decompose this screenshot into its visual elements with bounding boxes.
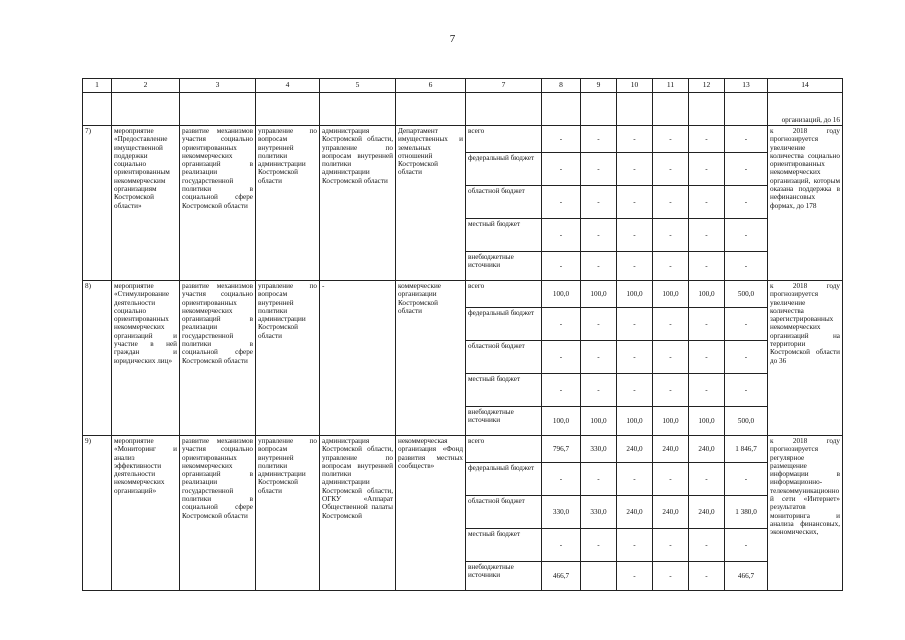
funding-value: - [653,252,689,281]
header-cell: 10 [617,79,653,93]
funding-value: - [617,529,653,562]
funding-source: внебюджетные источники [466,252,542,281]
responsible-executor: управление по вопросам внутренней политики администрации Костромской области [256,126,320,281]
participants: Департамент имущественных и земельных отношений Костромской области [396,126,466,281]
funding-value: - [581,219,617,252]
funding-value: - [653,186,689,219]
participants: некоммерческая организация «Фонд развития местных сообществ» [396,436,466,591]
funding-value: - [617,153,653,186]
funding-value: - [581,126,617,153]
funding-value: - [617,341,653,374]
funding-value: - [617,374,653,407]
responsible-executor: управление по вопросам внутренней политики администрации Костромской области [256,281,320,436]
funding-value: - [689,126,725,153]
funding-value: 240,0 [653,496,689,529]
program-table [82,78,843,591]
header-cell: 9 [581,79,617,93]
funding-value: - [725,341,768,374]
funding-source: всего [466,436,542,463]
expected-result: к 2018 году прогнозируется регулярное размещение информации в информационно-телекоммуникационной сети «Интернет» результатов мониторинга и анализа финансовых, экономических, [768,436,843,591]
funding-value: 500,0 [725,281,768,308]
funding-value: 1 846,7 [725,436,768,463]
event-goal: развитие механизмов участия социально ориентированных некоммерческих организаций в реализации государственной политики в социальной сфере Костромской области [180,281,256,436]
event-name: мероприятие «Предоставление имущественной поддержки социально ориентированным некоммерческим организациям Костромской области» [112,126,180,281]
funding-value: - [653,219,689,252]
funding-source: внебюджетные источники [466,562,542,591]
funding-value: - [617,562,653,591]
event-goal: развитие механизмов участия социально ориентированных некоммерческих организаций в реализации государственной политики в социальной сфере Костромской области [180,126,256,281]
responsible-executor: управление по вопросам внутренней политики администрации Костромской области [256,436,320,591]
header-cell: 4 [256,79,320,93]
funding-value: 330,0 [581,436,617,463]
funding-value: 100,0 [689,407,725,436]
row-number: 7) [83,126,112,281]
funding-value: - [689,562,725,591]
funding-value: - [725,529,768,562]
participants: коммерческие организации Костромской области [396,281,466,436]
funding-value: - [725,219,768,252]
event-goal: развитие механизмов участия социально ориентированных некоммерческих организаций в реализации государственной политики в социальной сфере Костромской области [180,436,256,591]
funding-value: - [689,186,725,219]
funding-value: - [725,153,768,186]
expected-result: к 2018 году прогнозируется увеличение количества зарегистрированных некоммерческих организаций на территории Костромской области до 36 [768,281,843,436]
funding-value: 330,0 [581,496,617,529]
funding-value: - [581,341,617,374]
funding-value: - [542,308,581,341]
funding-value: - [689,341,725,374]
funding-value: - [581,153,617,186]
funding-source: всего [466,126,542,153]
funding-source: всего [466,281,542,308]
funding-value: - [542,374,581,407]
event-name: мероприятие «Мониторинг и анализ эффективности деятельности некоммерческих организаций» [112,436,180,591]
funding-value: - [542,341,581,374]
funding-source: внебюджетные источники [466,407,542,436]
funding-value: - [542,153,581,186]
funding-value: 240,0 [617,496,653,529]
funding-value: - [653,153,689,186]
funding-value: - [725,374,768,407]
event-name: мероприятие «Стимулирование деятельности социально ориентированных некоммерческих организаций и участие в ней граждан и юридических лиц» [112,281,180,436]
funding-value: 100,0 [689,281,725,308]
funding-source: областной бюджет [466,496,542,529]
funding-source: федеральный бюджет [466,463,542,496]
funding-value: 100,0 [581,407,617,436]
funding-value: - [617,186,653,219]
funding-value: - [617,219,653,252]
table-row [83,126,843,153]
funding-value: 100,0 [653,281,689,308]
expected-result: к 2018 году прогнозируется увеличение количества социально ориентированных некоммерческих организаций, которым оказана поддержка в нефинансовых формах, до 178 [768,126,843,281]
funding-value: 100,0 [542,281,581,308]
header-cell: 14 [768,79,843,93]
funding-value: - [689,308,725,341]
funding-value: - [653,463,689,496]
co-executor: администрация Костромской области, управление по вопросам внутренней политики администрации Костромской области, ОГКУ «Аппарат Общественной палаты Костромской [320,436,396,591]
funding-value: - [542,252,581,281]
funding-value: - [581,463,617,496]
funding-value: 240,0 [689,436,725,463]
continuation-text: организаций, до 16 [768,93,843,126]
co-executor: администрация Костромской области, управление по вопросам внутренней политики администрации Костромской области [320,126,396,281]
funding-value: - [542,463,581,496]
funding-value: - [617,252,653,281]
header-cell: 3 [180,79,256,93]
funding-value: - [689,529,725,562]
table-row [83,281,843,308]
header-cell: 8 [542,79,581,93]
funding-value: - [725,126,768,153]
funding-value: 500,0 [725,407,768,436]
funding-value [581,562,617,591]
funding-source: местный бюджет [466,529,542,562]
funding-value: 1 380,0 [725,496,768,529]
funding-value: - [617,463,653,496]
funding-value: - [689,153,725,186]
funding-value: - [542,529,581,562]
funding-value: 100,0 [542,407,581,436]
header-cell: 2 [112,79,180,93]
funding-value: 100,0 [653,407,689,436]
funding-value: - [689,219,725,252]
row-number: 9) [83,436,112,591]
funding-source: областной бюджет [466,186,542,219]
funding-value: - [542,186,581,219]
funding-value: - [653,374,689,407]
funding-value: - [689,374,725,407]
funding-value: - [617,126,653,153]
co-executor: - [320,281,396,436]
funding-value: 466,7 [542,562,581,591]
funding-value: - [689,463,725,496]
continuation-row [83,93,843,126]
funding-source: местный бюджет [466,219,542,252]
header-cell: 1 [83,79,112,93]
funding-source: федеральный бюджет [466,153,542,186]
funding-value: - [653,341,689,374]
header-cell: 6 [396,79,466,93]
funding-value: - [725,252,768,281]
funding-value: 100,0 [581,281,617,308]
page-number: 7 [449,33,456,45]
funding-source: федеральный бюджет [466,308,542,341]
funding-value: - [689,252,725,281]
funding-value: - [581,374,617,407]
funding-value: 100,0 [617,407,653,436]
funding-value: - [725,186,768,219]
funding-value: - [725,463,768,496]
row-number: 8) [83,281,112,436]
funding-value: - [653,529,689,562]
header-cell: 11 [653,79,689,93]
funding-value: - [653,126,689,153]
funding-value: 330,0 [542,496,581,529]
funding-value: - [542,126,581,153]
header-cell: 12 [689,79,725,93]
funding-source: местный бюджет [466,374,542,407]
funding-value: 466,7 [725,562,768,591]
funding-value: 100,0 [617,281,653,308]
funding-value: 240,0 [653,436,689,463]
funding-value: - [617,308,653,341]
funding-value: - [581,529,617,562]
header-cell: 13 [725,79,768,93]
funding-value: 240,0 [689,496,725,529]
table-row [83,436,843,463]
funding-value: - [725,308,768,341]
funding-value: - [653,562,689,591]
header-cell: 7 [466,79,542,93]
funding-value: - [581,186,617,219]
funding-value: - [581,252,617,281]
header-cell: 5 [320,79,396,93]
header-row [83,79,843,93]
funding-value: 796,7 [542,436,581,463]
funding-source: областной бюджет [466,341,542,374]
funding-value: 240,0 [617,436,653,463]
funding-value: - [653,308,689,341]
funding-value: - [542,219,581,252]
funding-value: - [581,308,617,341]
